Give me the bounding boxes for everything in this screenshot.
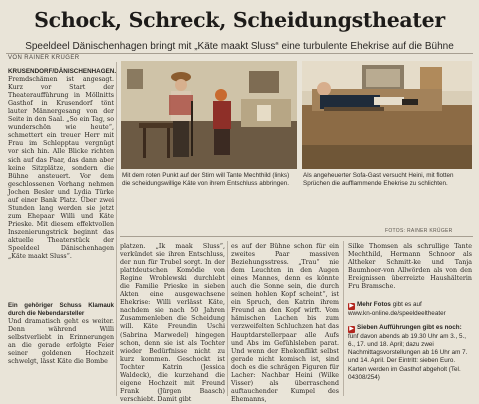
subheadline: Speeldeel Dänischenhagen bringt mit „Käte maakt Sluss“ eine turbulente Ehekrise auf die Bühne bbox=[25, 41, 454, 52]
info-shows-label: Sieben Aufführungen gibt es noch: bbox=[357, 324, 462, 332]
arrow-right-icon: ▶ bbox=[349, 303, 354, 310]
column-divider bbox=[227, 241, 228, 396]
photo-caption-1: Mit dem roten Punkt auf der Stirn will Tante Mechthild (links) die scheidungswillige Käte von ihrem Entschluss abbringen. bbox=[122, 172, 290, 188]
info-more-photos bbox=[348, 301, 472, 318]
intermediate-heading: Ein gehöriger Schuss Klamauk durch die Nebendarsteller bbox=[8, 302, 114, 317]
article-column-4 bbox=[348, 243, 472, 382]
article-column-2 bbox=[120, 243, 225, 404]
info-more-photos-text: gibt es auf bbox=[392, 301, 422, 309]
article-column-1 bbox=[8, 68, 117, 261]
arrow-right-icon: ▶ bbox=[349, 326, 354, 333]
column-4-text: Silke Thomsen als schrullige Tante Mechthild, Hermann Schnoor als Altheker Schmitt-ke und Tanja Baumhoer-von Allwörden als von den Ereignissen überreizte Haushälterin Fru Bramsche. bbox=[348, 243, 472, 291]
column-2-text: platzen. „Ik maak Sluss“, verkündet sie ihren Entschluss, der nun für Trubel sorgt. In der plattdeutschen Komödie von Regine Wroblewski durchlebt die Familie Prieske in sieben Akten eine ausgewachsene Ehekrise: Willi verlässt Käte, nachdem sie nach 50 Jahren Zusammenleben die Scheidung will. Käte Freundin Uschi (Sabrina Marwedel) hingegen schon, denn sie ist als Tochter wieder Bedürfnisse nicht zu kurz kommen. Geschockt ist Tochter Katrin (Jessica Waldeck), die kurzehand die eigene Hochzeit mit Freund Frank (Jürgen Baasch) verschiebt. Damit gibt bbox=[120, 243, 225, 403]
info-url[interactable]: www.kn-online.de/speeldeeltheater bbox=[348, 310, 446, 318]
page-title: Schock, Schreck, Scheidungstheater bbox=[34, 8, 445, 32]
column-divider bbox=[116, 62, 117, 396]
photo-theater-scene-1 bbox=[121, 61, 297, 169]
info-shows-text: fünf davon abends ab 19.30 Uhr am 3., 5., 6., 17. und 18. April; dazu zwei Nachmittagsvorstellungen ab 16 Uhr am 7. und 14. April. Der Eintritt: sieben Euro. Karten werden im Gasthof abgeholt (Tel. 04308/254) bbox=[348, 333, 468, 381]
column-divider bbox=[343, 241, 344, 396]
article-column-3 bbox=[231, 243, 339, 404]
byline: VON RAINER KRÜGER bbox=[8, 55, 80, 61]
photo-caption-2: Als angeheuerter Sofa-Gast versucht Heini, mit flotten Sprüchen die aufflammende Ehekrise zu schlichten. bbox=[303, 172, 454, 188]
dateline: KRUSENDORF/DÄNISCHENHAGEN. bbox=[8, 68, 117, 75]
caption-divider bbox=[120, 236, 473, 237]
column-3-text: es auf der Bühne schon für ein zweites Paar massiven Beziehungsstress. „Trau“ nie dem Leuchten in den Augen eines Mannes, denn es könnte auch die Sonne sein, die durch seinen hohlen Kopf scheint“, ist ein Spruch, den Katrin ihrem Freund an den Kopf wirft. Vom hämischen Lachen bis zum verzweifelten Schluchzen hat das Hauptdarstellerpaar alle Aufs und Abs im Gefühlsleben parat. Und wenn der Ehekonflikt selbst gerade nicht komisch ist, sind doch es die schrägen Figuren für Lacher: Nachbar Heini (Wilke Visser) als überraschend auftauchender Kumpel des Ehemanns, bbox=[231, 243, 339, 403]
info-more-photos-label: Mehr Fotos bbox=[357, 301, 391, 309]
headline-divider bbox=[6, 53, 473, 54]
article-column-1-continued bbox=[8, 302, 114, 366]
photo-credit: FOTOS: RAINER KRÜGER bbox=[385, 228, 453, 234]
photo-theater-scene-2 bbox=[302, 61, 472, 169]
info-shows bbox=[348, 324, 472, 381]
column-1-text-continued: Und dramatisch geht es weiter. Denn während Willi selbstverliebt in Erinnerungen an die gerade erfolgte Feier seiner goldenen Hochzeit schwelgt, lässt Käte die Bombe bbox=[8, 318, 114, 366]
column-1-text: Fremdschämen ist angesagt. Kurz vor Start der Theateraufführung in Möllnitts Gasthof in Krusendorf tönt lauter Männergesang von der Seite in den Saal. „So ein Tag, so wunderschön wie heute“, schmettert ein treuer Herr mit Frau im Schlepptau vergnügt vor sich hin. Alle Blicke richten sich auf das Paar, das dann aber keine Sitzplätze, sondern die Bühne ansteuert. Vor dem geschlossenen Vorhang nehmen Jochen Besler und Lydia Türke auf einer Bank Platz. Über zwei Stunden lang werden sie jetzt zum Ehepaar Willi und Käte Prieske. Mit diesem effektvollen Inszenierungstrick beginnt das aktuelle Theaterstück der Speeldeel Dänischenhagen „Käte maakt Sluss“. bbox=[8, 76, 114, 261]
